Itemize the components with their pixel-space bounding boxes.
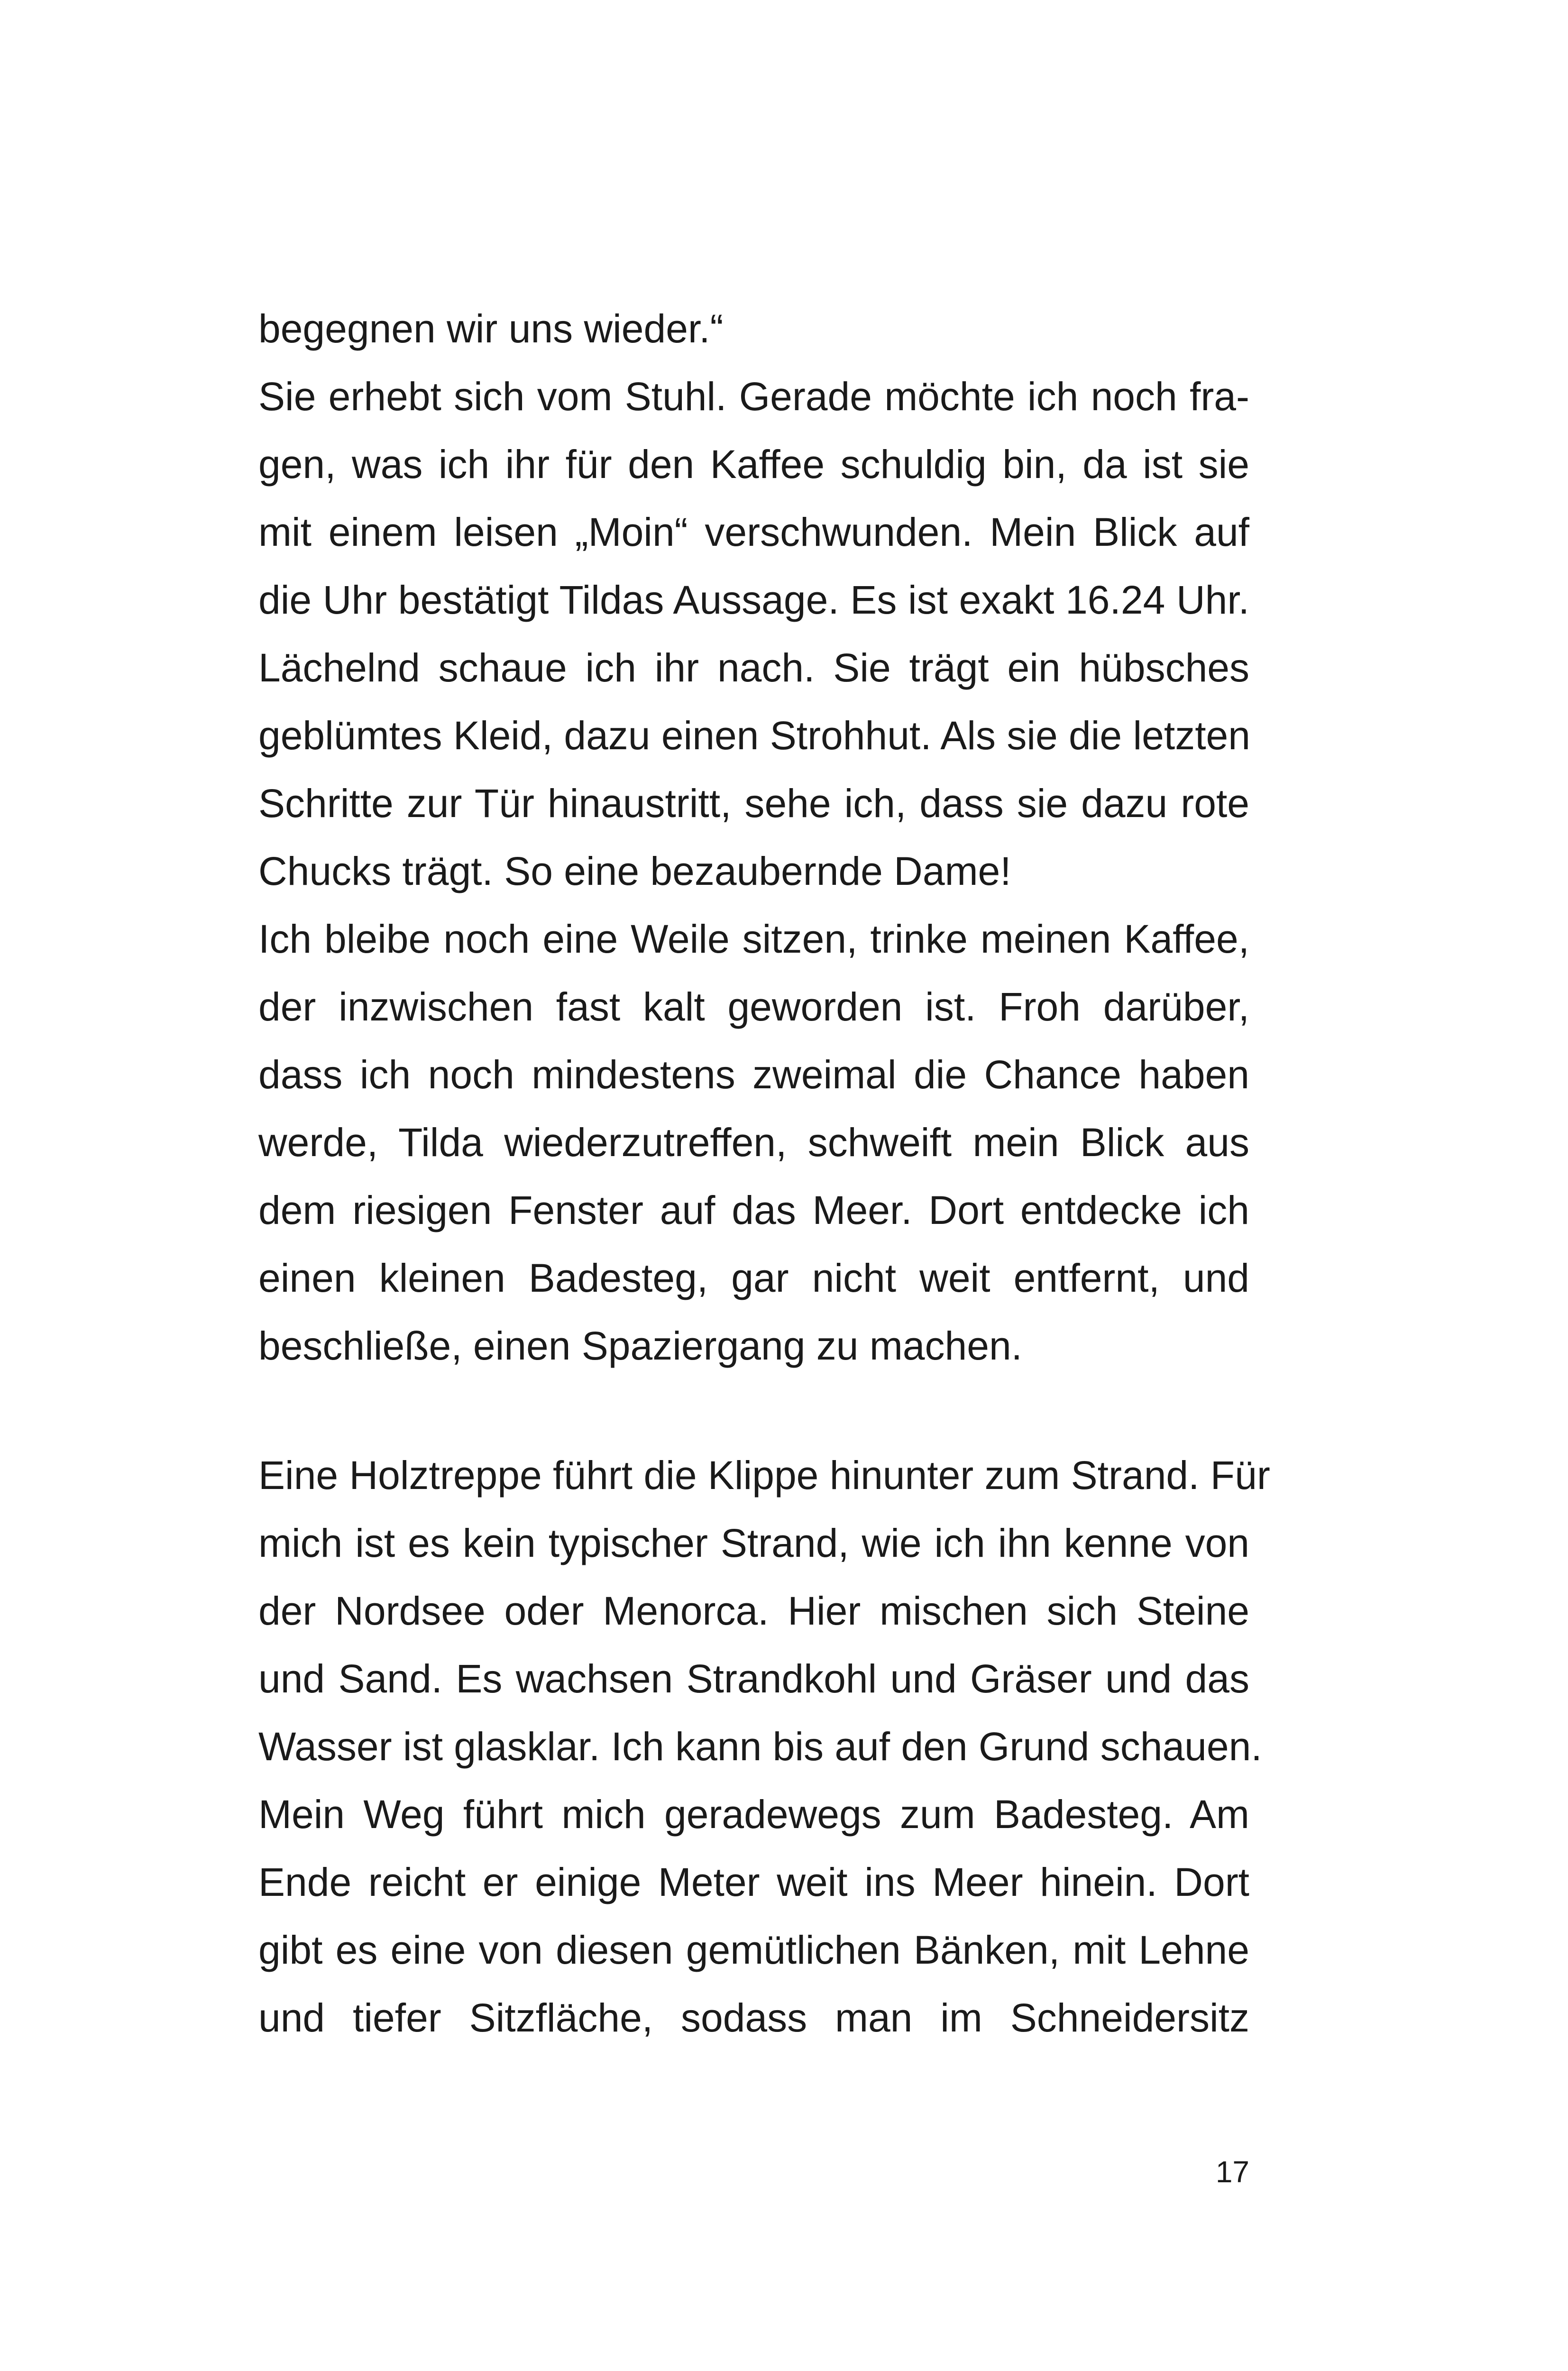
text-line: der inzwischen fast kalt geworden ist. Froh darüber, [258,984,1249,1029]
text-line: einen kleinen Badesteg, gar nicht weit entfernt, und [258,1256,1249,1300]
text-line: dem riesigen Fenster auf das Meer. Dort entdecke ich [258,1188,1249,1232]
text-line: der Nordsee oder Menorca. Hier mischen sich Steine [258,1589,1249,1633]
text-line: gibt es eine von diesen gemütlichen Bänken, mit Lehne [258,1928,1249,1972]
text-line: mit einem leisen „Moin“ verschwunden. Mein Blick auf [258,510,1249,554]
text-line: geblümtes Kleid, dazu einen Strohhut. Als sie die letzten [258,713,1250,758]
text-line: Sie erhebt sich vom Stuhl. Gerade möchte ich noch fra- [258,374,1249,419]
text-line: Chucks trägt. So eine bezaubernde Dame! [258,849,1011,893]
text-line: beschließe, einen Spaziergang zu machen. [258,1323,1023,1368]
body-text [258,295,1270,2052]
page-number: 17 [1215,2155,1249,2189]
text-line: Wasser ist glasklar. Ich kann bis auf den Grund schauen. [258,1724,1262,1769]
text-line: die Uhr bestätigt Tildas Aussage. Es ist exakt 16.24 Uhr. [258,578,1249,622]
text-line: und tiefer Sitzfläche, sodass man im Schneidersitz [258,1995,1249,2040]
text-line: dass ich noch mindestens zweimal die Chance haben [258,1052,1249,1097]
text-line: Ich bleibe noch eine Weile sitzen, trinke meinen Kaffee, [258,917,1249,961]
text-line: Ende reicht er einige Meter weit ins Meer hinein. Dort [258,1860,1249,1904]
text-line: Schritte zur Tür hinaustritt, sehe ich, dass sie dazu rote [258,781,1249,826]
text-line: Mein Weg führt mich geradewegs zum Badesteg. Am [258,1792,1249,1837]
text-line: begegnen wir uns wieder.“ [258,306,724,351]
text-line: Eine Holztreppe führt die Klippe hinunter zum Strand. Für [258,1453,1270,1498]
section-break [258,1380,1249,1442]
text-line: mich ist es kein typischer Strand, wie ich ihn kenne von [258,1521,1249,1565]
text-line: Lächelnd schaue ich ihr nach. Sie trägt ein hübsches [258,645,1249,690]
text-line: und Sand. Es wachsen Strandkohl und Gräser und das [258,1656,1249,1701]
text-line: werde, Tilda wiederzutreffen, schweift mein Blick aus [258,1120,1249,1165]
text-line: gen, was ich ihr für den Kaffee schuldig bin, da ist sie [258,442,1249,487]
